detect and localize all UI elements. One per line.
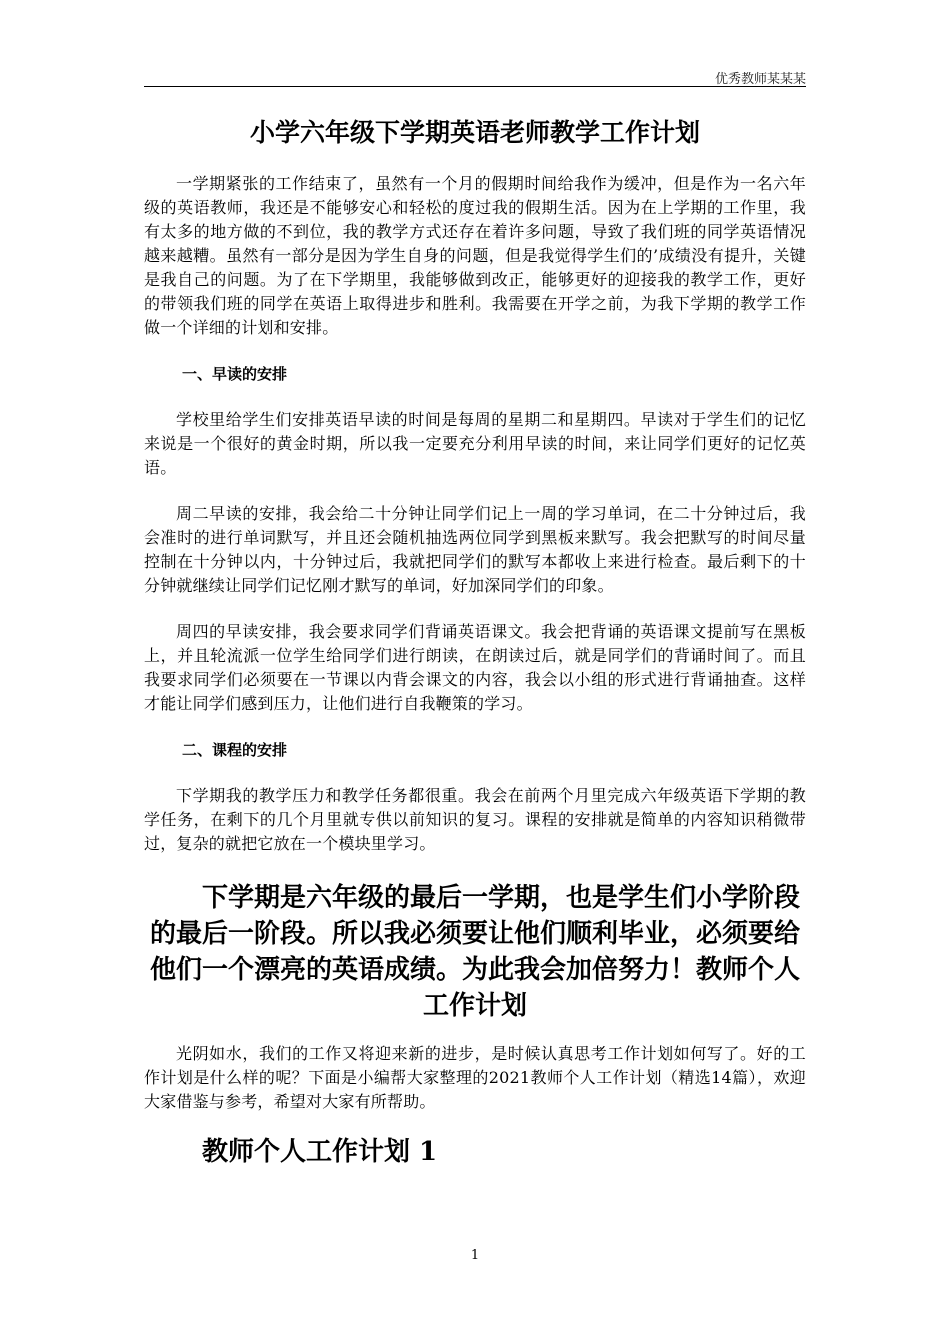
header-divider: [144, 86, 806, 87]
section1-paragraph-1: 学校里给学生们安排英语早读的时间是每周的星期二和星期四。早读对于学生们的记忆来说是一个很好的黄金时期，所以我一定要充分利用早读的时间，来让同学们更好的记忆英语。: [144, 410, 806, 477]
section2-paragraph-1: 下学期我的教学压力和教学任务都很重。我会在前两个月里完成六年级英语下学期的教学任务，在剩下的几个月里就专供以前知识的复习。课程的安排就是简单的内容知识稍微带过，复杂的就把它放在一个模块里学习。: [144, 786, 806, 853]
header-author: 优秀教师某某某: [714, 72, 806, 87]
section-heading-morning-reading: 一、早读的安排: [182, 365, 288, 383]
document-body: [144, 114, 806, 1170]
section-heading-course: 二、课程的安排: [182, 741, 288, 759]
section1-paragraph-3: 周四的早读安排，我会要求同学们背诵英语课文。我会把背诵的英语课文提前写在黑板上，并且轮流派一位学生给同学们进行朗读，在朗读过后，就是同学们的背诵时间了。而且我要求同学们必须要在一节课以内背会课文的内容，我会以小组的形式进行背诵抽查。这样才能让同学们感到压力，让他们进行自我鞭策的学习。: [144, 622, 806, 713]
emphasis-paragraph: 下学期是六年级的最后一学期，也是学生们小学阶段的最后一阶段。所以我必须要让他们顺利毕业，必须要给他们一个漂亮的英语成绩。为此我会加倍努力！教师个人工作计划: [149, 883, 800, 1021]
section1-paragraph-2: 周二早读的安排，我会给二十分钟让同学们记上一周的学习单词，在二十分钟过后，我会准时的进行单词默写，并且还会随机抽选两位同学到黑板来默写。我会把默写的时间尽量控制在十分钟以内，十分钟过后，我就把同学们的默写本都收上来进行检查。最后剩下的十分钟就继续让同学们记忆刚才默写的单词，好加深同学们的印象。: [144, 504, 806, 595]
page-number: 1: [470, 1248, 480, 1263]
plan-intro-paragraph: 光阴如水，我们的工作又将迎来新的进步，是时候认真思考工作计划如何写了。好的工作计划是什么样的呢？下面是小编帮大家整理的2021教师个人工作计划（精选14篇），欢迎大家借鉴与参考，希望对大家有所帮助。: [144, 1044, 806, 1111]
plan-subtitle: 教师个人工作计划 1: [202, 1137, 438, 1167]
intro-paragraph: 一学期紧张的工作结束了，虽然有一个月的假期时间给我作为缓冲，但是作为一名六年级的英语教师，我还是不能够安心和轻松的度过我的假期生活。因为在上学期的工作里，我有太多的地方做的不到位，我的教学方式还存在着许多问题，导致了我们班的同学英语情况越来越糟。虽然有一部分是因为学生自身的问题，但是我觉得学生们的’成绩没有提升，关键是我自己的问题。为了在下学期里，我能够做到改正，能够更好的迎接我的教学工作，更好的带领我们班的同学在英语上取得进步和胜利。我需要在开学之前，为我下学期的教学工作做一个详细的计划和安排。: [144, 174, 806, 337]
document-title: 小学六年级下学期英语老师教学工作计划: [249, 118, 700, 147]
